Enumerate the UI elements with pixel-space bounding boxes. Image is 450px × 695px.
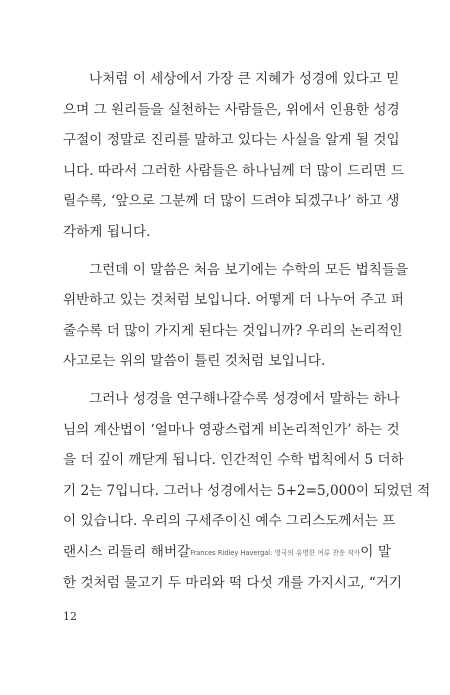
text-line: 기 2는 7입니다. 그러나 성경에서는 5+2=5,000이 되었던 적 — [63, 482, 431, 499]
text-line: 이 있습니다. 우리의 구세주이신 예수 그리스도께서는 프 — [63, 513, 396, 530]
text-line: 님의 계산법이 ‘얼마나 영광스럽게 비논리적인가’ 하는 것 — [63, 421, 400, 438]
text-line: 위반하고 있는 것처럼 보입니다. 어떻게 더 나누어 주고 퍼 — [63, 292, 404, 309]
text-line: 각하게 됩니다. — [63, 223, 151, 240]
inline-annotation: Frances Ridley Havergal: 영국의 유명한 여류 찬송 작가 — [190, 548, 361, 557]
text-segment: 랜시스 리들리 해버갈 — [63, 543, 191, 560]
text-line: 한 것처럼 물고기 두 마리와 떡 다섯 개를 가지시고, “거기 — [63, 574, 403, 591]
page-number: 12 — [63, 610, 77, 623]
text-line: 구절이 정말로 진리를 말하고 있다는 사실을 알게 될 것입 — [63, 132, 400, 149]
text-line: 니다. 따라서 그러한 사람들은 하나님께 더 많이 드리면 드 — [63, 162, 404, 179]
body-text — [63, 64, 431, 598]
text-line: 으며 그 원리들을 실천하는 사람들은, 위에서 인용한 성경 — [63, 101, 400, 118]
paragraph-gap — [63, 377, 391, 384]
text-line: 나처럼 이 세상에서 가장 큰 지혜가 성경에 있다고 믿 — [89, 71, 400, 87]
text-line: 사고로는 위의 말씀이 틀린 것처럼 보입니다. — [63, 353, 326, 370]
text-line: 그런데 이 말씀은 처음 보기에는 수학의 모든 법칙들을 — [89, 261, 409, 278]
text-line: 릴수록, ‘앞으로 그분께 더 많이 드려야 되겠구나’ 하고 생 — [63, 193, 400, 210]
text-line-with-note — [63, 537, 391, 568]
text-line: 줄수록 더 많이 가지게 된다는 것입니까? 우리의 논리적인 — [63, 322, 403, 339]
text-line: 을 더 깊이 깨닫게 됩니다. 인간적인 수학 법칙에서 5 더하 — [63, 452, 404, 469]
text-segment: 이 말 — [360, 543, 391, 560]
paragraph-gap — [63, 248, 391, 255]
text-line: 그러나 성경을 연구해나갈수록 성경에서 말하는 하나 — [89, 390, 400, 407]
